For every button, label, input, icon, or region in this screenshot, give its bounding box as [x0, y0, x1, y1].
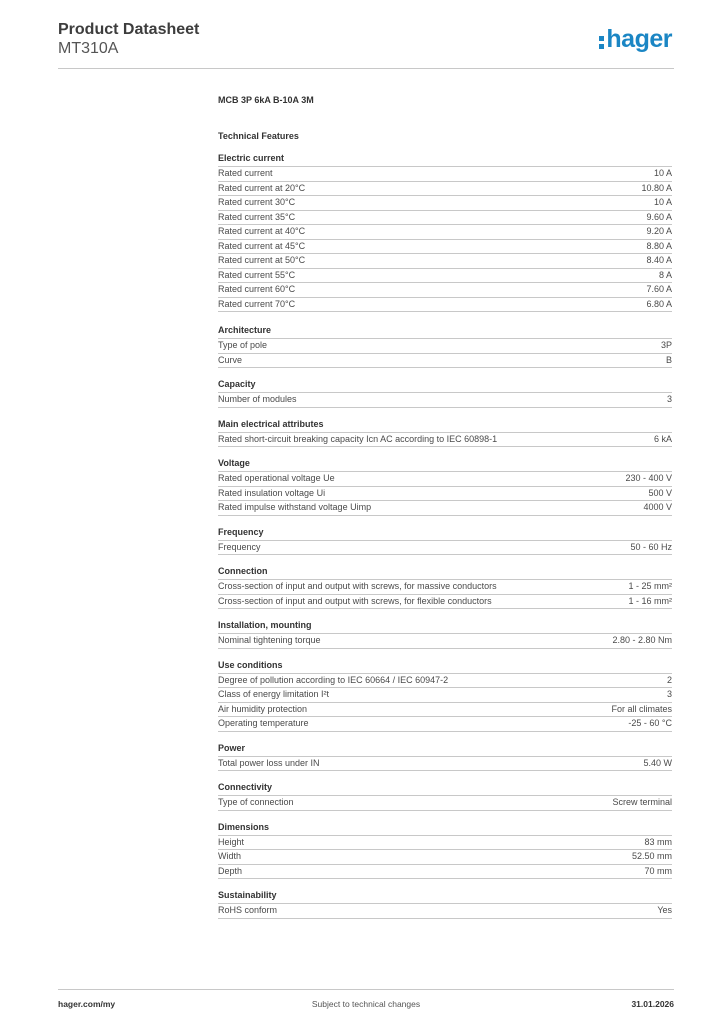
spec-value: B	[665, 354, 672, 365]
spec-row	[218, 393, 672, 408]
spec-label: Rated current 35°C	[218, 211, 296, 222]
section	[218, 153, 672, 312]
section	[218, 782, 672, 811]
section	[218, 527, 672, 556]
spec-label: Degree of pollution according to IEC 60664 / IEC 60947-2	[218, 674, 449, 685]
section-title: Connectivity	[218, 782, 672, 796]
footer-website: hager.com/my	[58, 999, 116, 1009]
spec-row	[218, 433, 672, 448]
spec-value: 2.80 - 2.80 Nm	[612, 635, 672, 645]
spec-value: 8.40 A	[646, 255, 672, 265]
spec-value: 230 - 400 V	[625, 473, 672, 483]
spec-label: Rated current 60°C	[218, 284, 296, 294]
spec-row	[218, 836, 672, 851]
section-title: Use conditions	[218, 660, 672, 674]
spec-label: Cross-section of input and output with screws, for massive conductors	[218, 581, 497, 591]
spec-row	[218, 904, 672, 919]
spec-row	[218, 298, 672, 313]
spec-value: 8 A	[658, 269, 672, 280]
document-title: Product Datasheet	[58, 21, 200, 38]
page-footer	[58, 989, 674, 1014]
logo-dots-icon	[599, 36, 604, 49]
spec-label: RoHS conform	[218, 905, 278, 915]
logo-text: hager	[606, 25, 672, 53]
spec-label: Width	[218, 851, 242, 861]
spec-row	[218, 850, 672, 865]
spec-label: Class of energy limitation I²t	[218, 689, 330, 699]
spec-value: 8.80 A	[646, 240, 672, 251]
spec-label: Rated current	[218, 168, 273, 178]
spec-label: Rated current 70°C	[218, 298, 296, 309]
spec-label: Cross-section of input and output with screws, for flexible conductors	[218, 595, 492, 606]
spec-row	[218, 167, 672, 182]
spec-value: 4000 V	[643, 502, 672, 512]
spec-row	[218, 354, 672, 369]
section-title: Dimensions	[218, 822, 672, 836]
spec-label: Total power loss under IN	[218, 757, 320, 768]
spec-row	[218, 487, 672, 502]
spec-value: -25 - 60 °C	[628, 718, 672, 728]
spec-value: 7.60 A	[646, 284, 672, 294]
spec-label: Rated current 30°C	[218, 197, 296, 207]
section-title: Voltage	[218, 458, 672, 472]
spec-row	[218, 339, 672, 354]
spec-row	[218, 211, 672, 226]
spec-label: Frequency	[218, 541, 261, 552]
spec-label: Rated current at 20°C	[218, 182, 306, 193]
section-title: Frequency	[218, 527, 672, 541]
section	[218, 822, 672, 880]
spec-label: Air humidity protection	[218, 703, 308, 714]
spec-label: Operating temperature	[218, 718, 309, 728]
spec-row	[218, 254, 672, 269]
spec-row	[218, 865, 672, 880]
spec-value: 6 kA	[653, 433, 672, 444]
section	[218, 890, 672, 919]
spec-value: 6.80 A	[646, 298, 672, 309]
spec-row	[218, 717, 672, 732]
section	[218, 458, 672, 516]
spec-row	[218, 703, 672, 718]
section	[218, 660, 672, 732]
spec-label: Depth	[218, 865, 243, 876]
technical-features-title: Technical Features	[218, 131, 299, 141]
spec-value: 50 - 60 Hz	[630, 541, 672, 552]
footer-date: 31.01.2026	[631, 999, 674, 1009]
spec-label: Type of pole	[218, 340, 268, 350]
spec-row	[218, 674, 672, 689]
spec-row	[218, 634, 672, 649]
section	[218, 743, 672, 772]
footer-notice: Subject to technical changes	[311, 999, 421, 1009]
spec-value: 3P	[660, 340, 672, 350]
spec-label: Height	[218, 836, 245, 847]
section	[218, 325, 672, 368]
product-name: MCB 3P 6kA B-10A 3M	[218, 95, 314, 105]
spec-value: 1 - 25 mm²	[628, 581, 672, 591]
spec-label: Rated operational voltage Ue	[218, 473, 335, 483]
spec-value: 10.80 A	[641, 182, 672, 193]
spec-label: Rated current at 45°C	[218, 240, 306, 251]
spec-label: Rated current 55°C	[218, 269, 296, 280]
spec-value: 1 - 16 mm²	[628, 595, 672, 606]
spec-value: 5.40 W	[643, 757, 672, 768]
spec-value: 10 A	[653, 168, 672, 178]
section-title: Electric current	[218, 153, 672, 167]
spec-label: Rated impulse withstand voltage Uimp	[218, 502, 372, 512]
section	[218, 419, 672, 448]
feature-sections	[218, 153, 672, 919]
section-title: Power	[218, 743, 672, 757]
hager-logo	[599, 26, 672, 52]
spec-row	[218, 269, 672, 284]
section-title: Sustainability	[218, 890, 672, 904]
spec-label: Curve	[218, 354, 243, 365]
spec-value: 52.50 mm	[631, 851, 672, 861]
spec-label: Rated current at 40°C	[218, 226, 306, 236]
section	[218, 620, 672, 649]
spec-value: 500 V	[648, 487, 672, 498]
spec-label: Nominal tightening torque	[218, 635, 321, 645]
section-title: Capacity	[218, 379, 672, 393]
spec-row	[218, 472, 672, 487]
spec-row	[218, 796, 672, 811]
spec-value: 9.20 A	[646, 226, 672, 236]
spec-row	[218, 240, 672, 255]
spec-label: Type of connection	[218, 797, 294, 807]
datasheet-content	[218, 95, 672, 919]
page-header	[58, 20, 674, 69]
spec-value: 3	[666, 394, 672, 404]
section-title: Architecture	[218, 325, 672, 339]
spec-row	[218, 283, 672, 298]
spec-row	[218, 541, 672, 556]
spec-value: 70 mm	[644, 865, 672, 876]
spec-row	[218, 688, 672, 703]
spec-label: Rated current at 50°C	[218, 255, 306, 265]
section-title: Connection	[218, 566, 672, 580]
spec-value: 3	[666, 689, 672, 699]
document-subtitle: MT310A	[58, 40, 119, 57]
section	[218, 379, 672, 408]
spec-value: 10 A	[653, 197, 672, 207]
section-title: Main electrical attributes	[218, 419, 672, 433]
spec-value: Yes	[657, 905, 672, 915]
spec-value: For all climates	[611, 703, 672, 714]
spec-row	[218, 757, 672, 772]
spec-row	[218, 196, 672, 211]
spec-row	[218, 182, 672, 197]
spec-label: Rated short-circuit breaking capacity Icn AC according to IEC 60898-1	[218, 433, 498, 444]
spec-row	[218, 225, 672, 240]
spec-value: Screw terminal	[612, 797, 672, 807]
spec-value: 9.60 A	[646, 211, 672, 222]
section	[218, 566, 672, 609]
spec-row	[218, 580, 672, 595]
spec-label: Number of modules	[218, 394, 297, 404]
section-title: Installation, mounting	[218, 620, 672, 634]
spec-value: 83 mm	[644, 836, 672, 847]
spec-row	[218, 501, 672, 516]
spec-label: Rated insulation voltage Ui	[218, 487, 326, 498]
spec-value: 2	[666, 674, 672, 685]
spec-row	[218, 595, 672, 610]
